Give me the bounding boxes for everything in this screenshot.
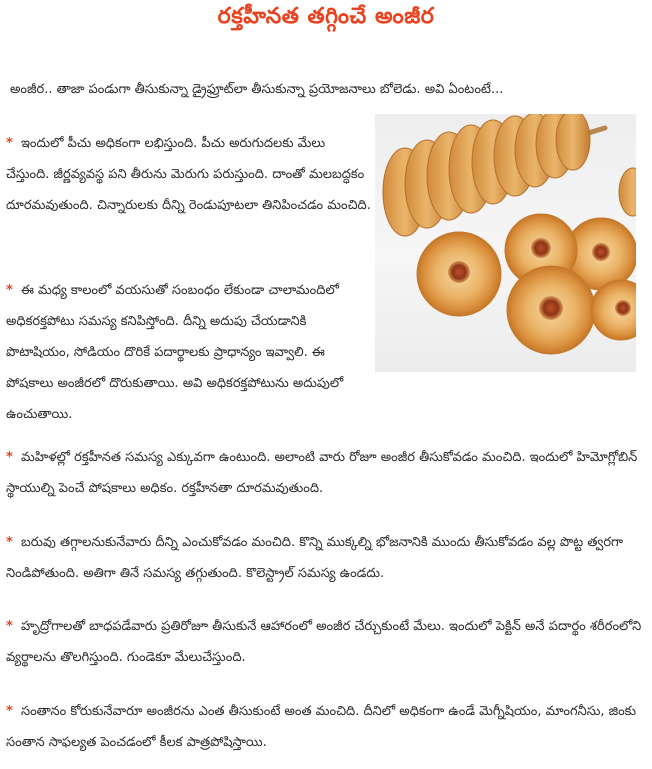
dried-figs-image [375, 114, 636, 372]
article-intro: అంజీర.. తాజా పండుగా తీసుకున్నా డ్రైఫ్రూట్‌లా తీసుకున్నా ప్రయోజనాలు బోలెడు. అవి ఏంటంటే... [10, 82, 504, 97]
benefit-paragraph-heart [6, 611, 646, 673]
paragraph-text: మహిళల్లో రక్తహీనత సమస్య ఎక్కువగా ఉంటుంది. అలాంటి వారు రోజూ అంజీర తీసుకోవడం మంచిది. ఇందులో హిమోగ్లోబిన్ స్థాయుల్ని పెంచే పోషకాలు అధికం. రక్తహీనతా దూరమవుతుంది. [6, 450, 638, 496]
paragraph-text: ఈ మధ్య కాలంలో వయసుతో సంబంధం లేకుండా చాలామందిలో అధికరక్తపోటు సమస్య కనిపిస్తోంది. దీన్ని అదుపు చేయడానికి పొటాషియం, సోడియం దొరికే పదార్థాలకు ప్రాధాన్యం ఇవ్వాలి. ఈ పోషకాలు అంజీరలో దొరుకుతాయి. అవి అధికరక్తపోటును అదుపులో ఉంచుతాయి. [6, 283, 344, 422]
dried-figs-illustration [375, 114, 636, 372]
bullet-marker: * [6, 283, 13, 298]
paragraph-text: హృద్రోగాలతో బాధపడేవారు ప్రతిరోజూ తీసుకునే ఆహారంలో అంజీర చేర్చుకుంటే మేలు. ఇందులో పెక్టిన్ అనే పదార్థం శరీరంలోని వ్యర్థాలను తొలగిస్తుంది. గుండెకూ మేలుచేస్తుంది. [6, 619, 642, 665]
article-title: రక్తహీనత తగ్గించే అంజీర [217, 4, 435, 29]
bullet-marker: * [6, 136, 13, 151]
paragraph-text: ఇందులో పీచు అధికంగా లభిస్తుంది. పీచు అరుగుదలకు మేలు చేస్తుంది. జీర్ణవ్యవస్థ పని తీరును మెరుగు పరుస్తుంది. దాంతో మలబద్ధకం దూరమవుతుంది. చిన్నారులకు దీన్ని రెండుపూటలా తినిపించడం మంచిది. [6, 136, 371, 213]
benefit-paragraph-fertility [6, 696, 646, 758]
bullet-marker: * [6, 704, 13, 719]
bullet-marker: * [6, 619, 13, 634]
paragraph-text: బరువు తగ్గాలనుకునేవారు దీన్ని ఎంచుకోవడం మంచిది. కొన్ని ముక్కల్ని భోజనానికి ముందు తీసుకోవడం వల్ల పొట్ట త్వరగా నిండిపోతుంది. అతిగా తినే సమస్య తగ్గుతుంది. కొలెస్ట్రాల్ సమస్య ఉండదు. [6, 535, 624, 581]
bullet-marker: * [6, 535, 13, 550]
bullet-marker: * [6, 450, 13, 465]
paragraph-text: సంతానం కోరుకునేవారూ అంజీరను ఎంత తీసుకుంటే అంత మంచిది. దీనిలో అధికంగా ఉండే మెగ్నీషియం, మాంగనీసు, జింకు సంతాన సాఫల్యత పెంచడంలో కీలక పాత్రపోషిస్తాయి. [6, 704, 636, 750]
benefit-paragraph-weight-loss [6, 527, 646, 589]
benefit-paragraph-blood-pressure [6, 275, 371, 430]
benefit-paragraph-anemia [6, 442, 646, 504]
benefit-paragraph-fiber [6, 128, 371, 221]
